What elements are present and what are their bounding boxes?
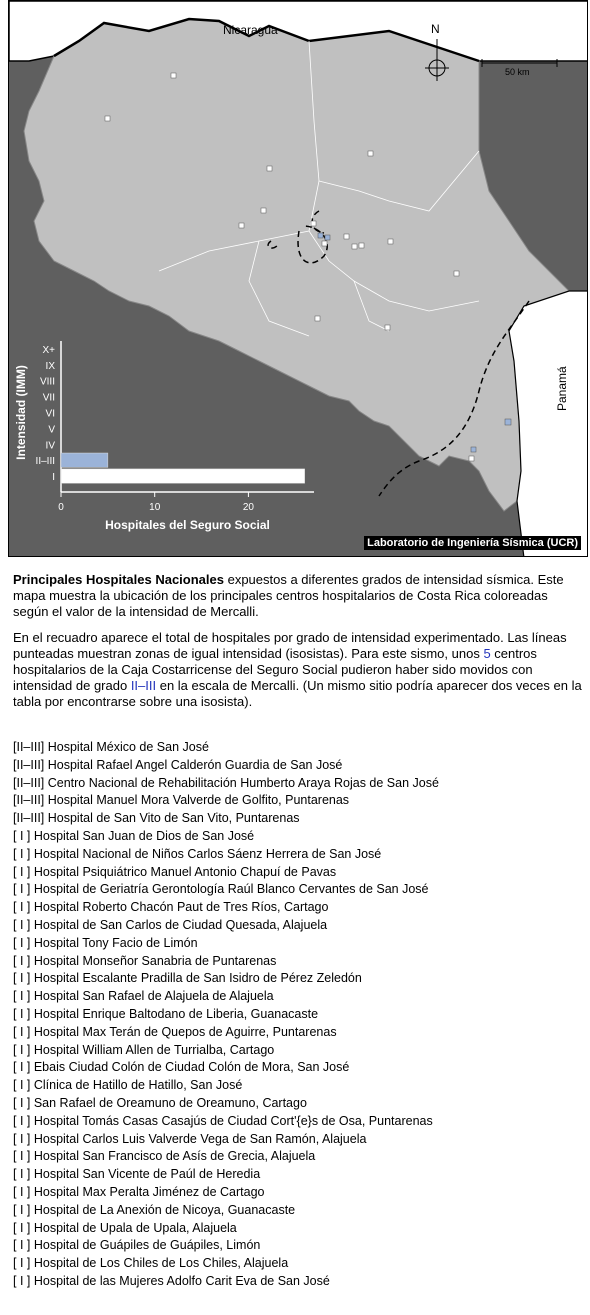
hospital-list-item: [ I ] Hospital San Vicente de Paúl de Heredia (13, 1167, 261, 1182)
label-nicaragua: Nicaragua (223, 23, 278, 37)
hospital-list-item: [ I ] Hospital Psiquiátrico Manuel Antonio Chapuí de Pavas (13, 864, 337, 879)
description-text-2a: En el recuadro aparece el total de hospitales por grado de intensidad experimentado. Las líneas punteadas muestran zonas de igual intensidad (isosistas). Para este sismo, unos (13, 630, 567, 661)
description-text-1: expuestos a diferentes grados de intensidad sísmica. Este mapa muestra la ubicación de los principales centros hospitalarios de Costa Rica coloreadas según el valor de la intensidad de Mercalli. (13, 572, 564, 619)
hospital-marker (505, 419, 511, 425)
hospital-list-item: [ I ] Hospital de Guápiles de Guápiles, Limón (13, 1238, 261, 1253)
y-tick-label: II–III (35, 456, 55, 468)
hospital-count-highlight: 5 (483, 646, 491, 661)
description-bold-title: Principales Hospitales Nacionales (13, 572, 224, 587)
x-axis-title: Hospitales del Seguro Social (105, 518, 270, 532)
hospital-marker (322, 241, 327, 246)
hospital-marker (385, 325, 390, 330)
y-tick-label: X+ (42, 344, 55, 356)
y-tick-label: IX (45, 360, 55, 372)
hospital-marker (454, 271, 459, 276)
hospital-list-item: [ I ] Hospital de las Mujeres Adolfo Carit Eva de San José (13, 1273, 330, 1288)
hospital-list-item: [ I ] Hospital Escalante Pradilla de San Isidro de Pérez Zeledón (13, 971, 362, 986)
hospital-list-item: [II–III] Hospital Rafael Angel Calderón Guardia de San José (13, 757, 343, 772)
hospital-marker (359, 243, 364, 248)
hospital-list-item: [ I ] San Rafael de Oreamuno de Oreamuno, Cartago (13, 1095, 307, 1110)
y-axis-title: Intensidad (IMM) (14, 365, 28, 460)
hospital-list-item: [II–III] Hospital Manuel Mora Valverde de Golfito, Puntarenas (13, 793, 350, 808)
panama-landmass (509, 291, 588, 557)
lab-credit: Laboratorio de Ingeniería Sísmica (UCR) (364, 536, 581, 550)
hospital-list-item: [ I ] Hospital Carlos Luis Valverde Vega de San Ramón, Alajuela (13, 1131, 367, 1146)
hospital-list-item: [ I ] Ebais Ciudad Colón de Ciudad Colón de Mora, San José (13, 1060, 350, 1075)
hospital-list-item: [ I ] Hospital Roberto Chacón Paut de Tres Ríos, Cartago (13, 900, 329, 915)
hospital-marker (311, 221, 316, 226)
hospital-list-item: [II–III] Hospital México de San José (13, 740, 209, 754)
hospital-marker (261, 208, 266, 213)
y-tick-label: IV (45, 440, 55, 452)
hospital-marker (171, 73, 176, 78)
label-north: N (431, 22, 440, 36)
hospital-list-item: [ I ] Hospital de Geriatría Gerontología Raúl Blanco Cervantes de San José (13, 882, 429, 897)
hospital-marker (352, 244, 357, 249)
label-panama: Panamá (555, 366, 569, 411)
hospital-list-item: [ I ] Hospital de Upala de Upala, Alajuela (13, 1220, 237, 1235)
bar-II–III (61, 453, 108, 467)
bar-I (61, 469, 305, 483)
hospital-marker (388, 239, 393, 244)
y-tick-label: VIII (39, 376, 55, 388)
hospital-marker (344, 234, 349, 239)
label-scale: 50 km (505, 67, 530, 77)
hospital-list (13, 739, 588, 1291)
hospital-list-item: [ I ] Hospital de San Carlos de Ciudad Quesada, Alajuela (13, 917, 328, 932)
hospital-marker (239, 223, 244, 228)
x-tick-label: 20 (242, 502, 254, 513)
hospital-list-item: [ I ] Clínica de Hatillo de Hatillo, San José (13, 1078, 243, 1093)
hospital-list-item: [ I ] Hospital de La Anexión de Nicoya, Guanacaste (13, 1202, 296, 1217)
grade-highlight: II–III (130, 678, 157, 693)
x-tick-label: 10 (149, 502, 161, 513)
hospital-list-item: [ I ] Hospital Max Peralta Jiménez de Cartago (13, 1184, 265, 1199)
hospital-marker (315, 316, 320, 321)
hospital-list-item: [ I ] Hospital San Rafael de Alajuela de Alajuela (13, 989, 274, 1004)
hospital-marker (267, 166, 272, 171)
description-text-2c: en la escala de Mercalli. (Un mismo sitio podría aparecer dos veces en la tabla por encontrarse sobre una isosista). (13, 678, 582, 709)
y-tick-label: I (52, 472, 55, 484)
y-tick-label: V (48, 424, 55, 436)
hospital-marker (325, 235, 330, 240)
hospital-list-item: [ I ] Hospital Monseñor Sanabria de Puntarenas (13, 953, 277, 968)
hospital-marker (368, 151, 373, 156)
y-tick-label: VI (45, 408, 55, 420)
hospital-marker (471, 447, 476, 452)
hospital-marker (469, 456, 474, 461)
hospital-marker (105, 116, 110, 121)
hospital-marker (318, 233, 323, 238)
hospital-list-item: [ I ] Hospital Max Terán de Quepos de Aguirre, Puntarenas (13, 1024, 337, 1039)
hospital-list-item: [ I ] Hospital William Allen de Turrialba, Cartago (13, 1042, 275, 1057)
description-text-2b: centros hospitalarios de la Caja Costarricense del Seguro Social pudieron haber sido movidos con intensidad de grado (13, 646, 537, 693)
hospital-list-item: [ I ] Hospital Nacional de Niños Carlos Sáenz Herrera de San José (13, 846, 382, 861)
hospital-list-item: [II–III] Hospital de San Vito de San Vito, Puntarenas (13, 811, 300, 826)
hospital-list-item: [ I ] Hospital San Juan de Dios de San José (13, 828, 255, 843)
hospital-list-item: [ I ] Hospital Enrique Baltodano de Liberia, Guanacaste (13, 1006, 319, 1021)
x-tick-label: 0 (58, 502, 64, 513)
hospital-list-item: [ I ] Hospital Tony Facio de Limón (13, 935, 198, 950)
description (13, 572, 585, 720)
description-paragraph-1 (13, 572, 585, 620)
hospital-list-item: [ I ] Hospital San Francisco de Asís de Grecia, Alajuela (13, 1149, 316, 1164)
hospital-list-item: [ I ] Hospital de Los Chiles de Los Chiles, Alajuela (13, 1256, 289, 1271)
intensity-bar-chart (9, 331, 329, 546)
description-paragraph-2 (13, 630, 585, 710)
map-panel (8, 0, 588, 557)
y-tick-label: VII (42, 392, 55, 404)
hospital-list-item: [II–III] Centro Nacional de Rehabilitación Humberto Araya Rojas de San José (13, 775, 439, 790)
hospital-list-item: [ I ] Hospital Tomás Casas Casajús de Ciudad Cort'{e}s de Osa, Puntarenas (13, 1113, 433, 1128)
